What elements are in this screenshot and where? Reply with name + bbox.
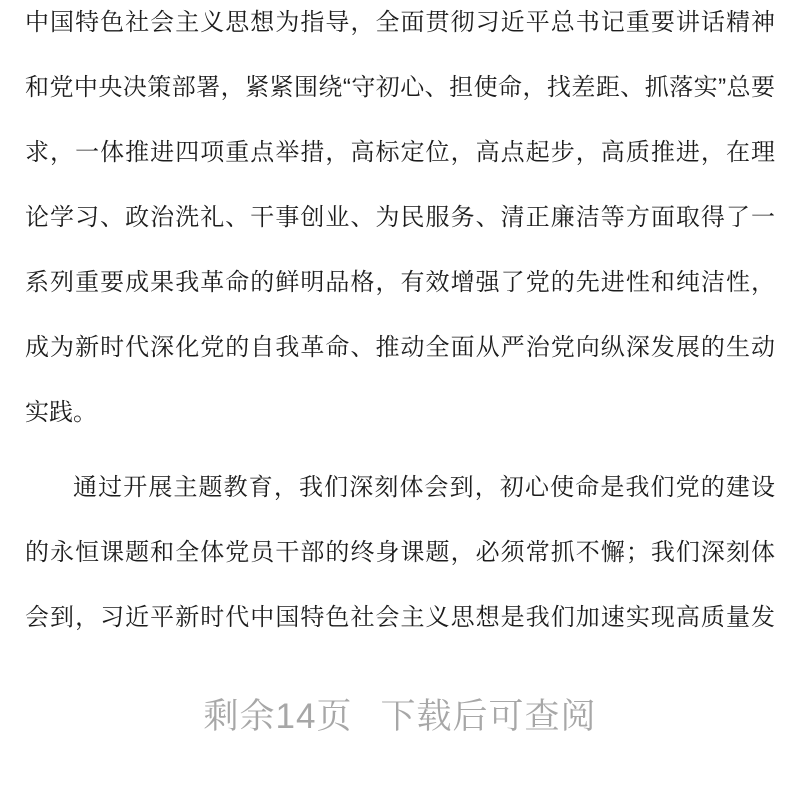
paragraph — [25, 455, 775, 650]
page-footer — [0, 692, 800, 742]
text-line: 和党中央决策部署，紧紧围绕“守初心、担使命，找差距、抓落实”总要 — [25, 74, 775, 101]
text-line: 成为新时代深化党的自我革命、推动全面从严治党向纵深发展的生动 — [25, 334, 775, 361]
text-line: 求，一体推进四项重点举措，高标定位，高点起步，高质推进，在理 — [25, 139, 775, 166]
text-line: 通过开展主题教育，我们深刻体会到，初心使命是我们党的建设 — [73, 474, 775, 501]
paragraph — [25, 0, 775, 445]
text-line: 系列重要成果我革命的鲜明品格，有效增强了党的先进性和纯洁性， — [25, 269, 775, 296]
document-body — [25, 0, 775, 650]
text-line: 中国特色社会主义思想为指导，全面贯彻习近平总书记重要讲话精神 — [25, 9, 775, 36]
text-line: 实践。 — [25, 399, 97, 426]
text-line: 会到，习近平新时代中国特色社会主义思想是我们加速实现高质量发 — [25, 604, 775, 631]
remaining-pages-label: 剩余14页 — [203, 697, 353, 736]
text-line: 论学习、政治洗礼、干事创业、为民服务、清正廉洁等方面取得了一 — [25, 204, 775, 231]
text-line: 的永恒课题和全体党员干部的终身课题，必须常抓不懈；我们深刻体 — [25, 539, 775, 566]
download-hint-label: 下载后可查阅 — [380, 697, 597, 736]
